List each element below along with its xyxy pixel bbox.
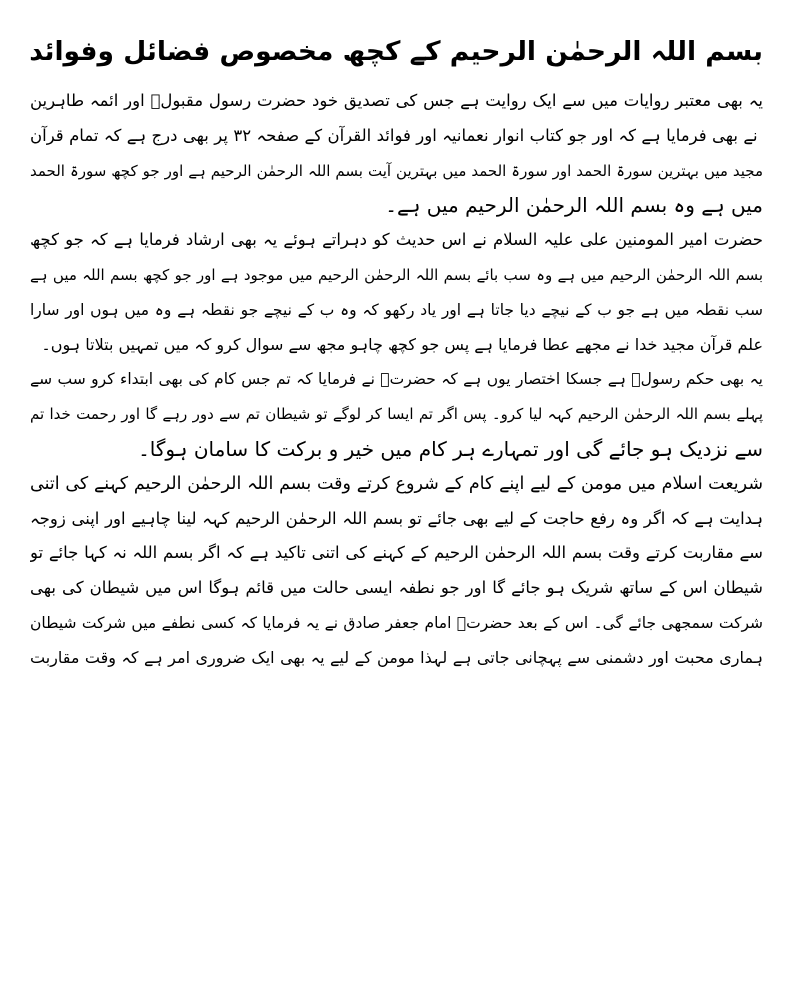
paragraph-2	[30, 223, 763, 362]
text-line: سے مقاربت کرتے وقت بسم اللہ الرحمٰن الرحیم کے کہنے کی اتنی تاکید ہے کہ اگر بسم اللہ نہ کہا جائے تو	[30, 543, 763, 563]
text-line: حضرت امیر المومنین علی علیہ السلام نے اس حدیث کو دہراتے ہوئے یہ بھی ارشاد فرمایا ہے کہ جو کچھ	[30, 230, 763, 250]
page-title: بسم اللہ الرحمٰن الرحیم کے کچھ مخصوص فضائل وفوائد	[29, 36, 763, 67]
text-line: ہماری محبت اور دشمنی سے پہچانی جاتی ہے لہذا مومن کے لیے یہ بھی ایک ضروری امر ہے کہ وقت مقاربت	[30, 647, 763, 667]
text-line: یہ بھی حکم رسولؐ ہے جسکا اختصار یوں ہے کہ حضرتؐ نے فرمایا کہ تم جس کام کی بھی ابتداء کرو سب سے	[30, 370, 763, 389]
text-line: میں ہے وہ بسم اللہ الرحمٰن الرحیم میں ہے۔	[385, 193, 763, 218]
paragraph-1	[30, 84, 763, 223]
text-line: پہلے بسم اللہ الرحمٰن الرحیم کہہ لیا کرو۔ پس اگر تم ایسا کر لوگے تو شیطان تم سے دور رہے گا اور رحمت خدا تم	[30, 405, 763, 424]
text-line: سے نزدیک ہو جائے گی اور تمہارے ہر کام میں خیر و برکت کا سامان ہوگا۔	[138, 436, 763, 461]
text-line: ؑ نے بھی فرمایا ہے کہ اور جو کتاب انوار نعمانیہ اور فوائد القرآن کے صفحہ ۳۲ پر بھی درج ہے کہ تمام قرآن	[30, 125, 763, 145]
paragraph-3	[30, 362, 763, 466]
text-line: یہ بھی معتبر روایات میں سے ایک روایت ہے جس کی تصدیق خود حضرت رسول مقبولؐ اور ائمہ طاہرین	[30, 91, 763, 110]
text-line: شرکت سمجھی جائے گی۔ اس کے بعد حضرتؑ امام جعفر صادق نے یہ فرمایا کہ کسی نطفے میں شرکت شیطان	[30, 613, 763, 632]
text-line: بسم اللہ الرحمٰن الرحیم میں ہے وہ سب بائے بسم اللہ الرحمٰن الرحیم میں موجود ہے اور جو کچھ بسم اللہ میں ہے	[30, 265, 763, 284]
text-line: شریعت اسلام میں مومن کے لیے اپنے کام کے شروع کرتے وقت بسم اللہ الرحمٰن الرحیم کہنے کی اتنی	[30, 473, 763, 494]
paragraph-4	[30, 467, 763, 676]
text-line: ہدایت ہے کہ اگر وہ رفع حاجت کے لیے بھی جائے تو بسم اللہ الرحمٰن الرحیم کہہ لینا چاہیے اور اپنی زوجہ	[30, 508, 763, 528]
text-line: مجید میں بہترین سورۃ الحمد اور سورۃ الحمد میں بہترین آیت بسم اللہ الرحمٰن الرحیم ہے اور جو کچھ سورۃ الحمد	[30, 161, 763, 180]
text-line: علم قرآن مجید خدا نے مجھے عطا فرمایا ہے پس جو کچھ چاہو مجھ سے سوال کرو کہ میں تمہیں بتلاتا ہوں۔	[41, 334, 763, 354]
text-line: سب نقطہ میں ہے جو ب کے نیچے دیا جاتا ہے اور یاد رکھو کہ وہ ب کے نیچے جو نقطہ ہے وہ میں ہوں اور سارا	[30, 300, 763, 319]
text-line: شیطان اس کے ساتھ شریک ہو جائے گا اور جو نطفہ ایسی حالت میں قائم ہوگا اس میں شیطان کی بھی	[30, 578, 763, 598]
